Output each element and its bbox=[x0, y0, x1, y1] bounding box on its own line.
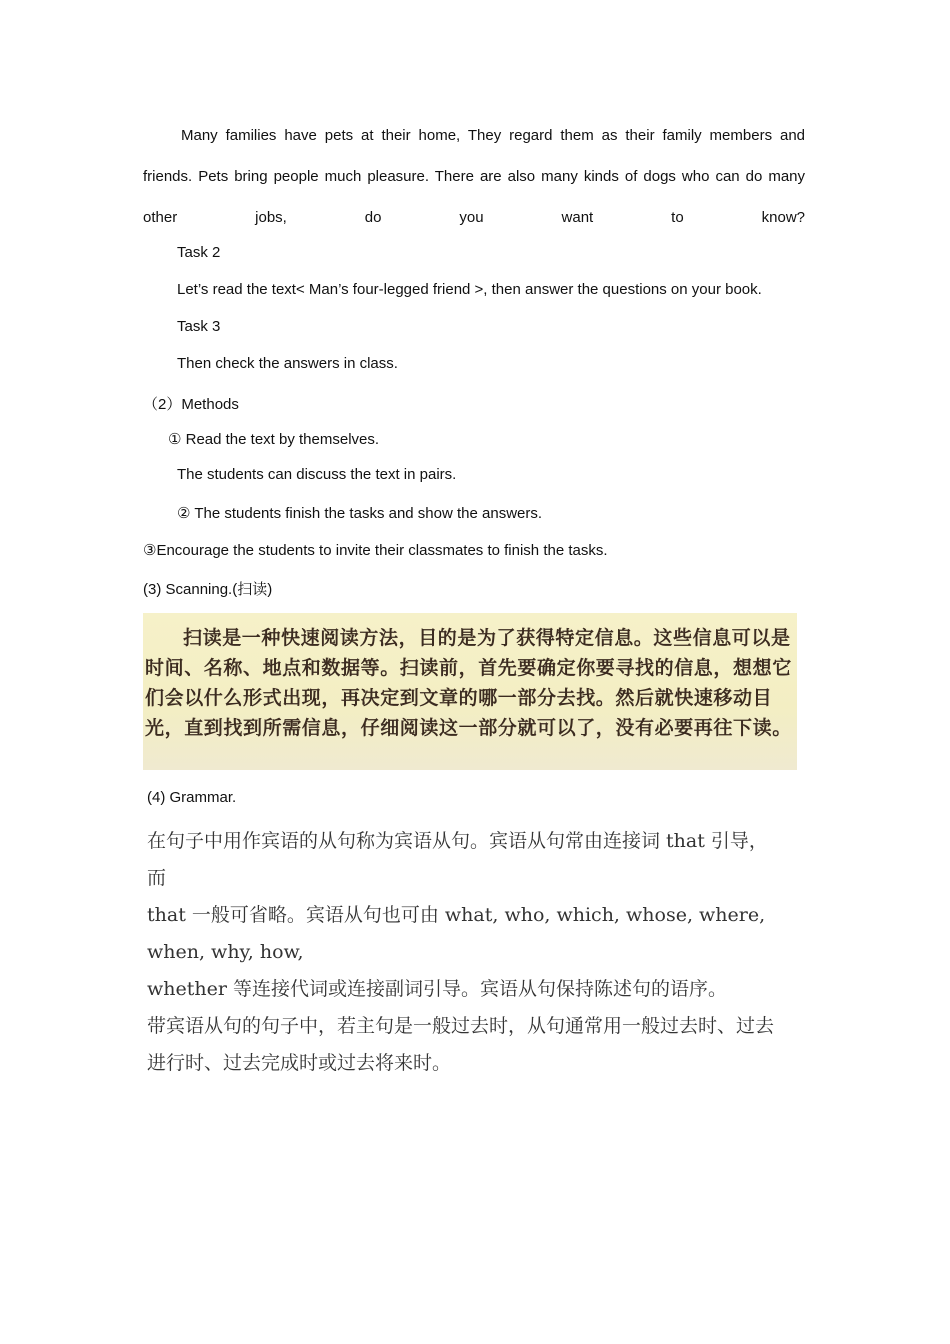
method-item-3: ③Encourage the students to invite their classmates to finish the tasks. bbox=[143, 542, 608, 559]
methods-heading: （2）Methods bbox=[143, 396, 239, 413]
scanning-explanation-box bbox=[143, 613, 797, 770]
scanning-box-text: 扫读是一种快速阅读方法，目的是为了获得特定信息。这些信息可以是时间、名称、地点和数据等。扫读前，首先要确定你要寻找的信息，想想它们会以什么形式出现，再决定到文章的哪一部分去找。然后就快速移动目光，直到找到所需信息，仔细阅读这一部分就可以了，没有必要再往下读。 bbox=[145, 627, 792, 739]
grammar-line: 在句子中用作宾语的从句称为宾语从句。宾语从句常由连接词 that 引导， 而 bbox=[147, 830, 768, 889]
grammar-explanation-box bbox=[143, 823, 783, 1074]
method-item-1: ① Read the text by themselves. bbox=[168, 431, 380, 448]
grammar-line: that 一般可省略。宾语从句也可由 what, who, which, whose, where, when, why, how, bbox=[147, 904, 766, 963]
task2-heading: Task 2 bbox=[177, 244, 221, 261]
grammar-heading: (4) Grammar. bbox=[147, 789, 237, 806]
intro-paragraph bbox=[143, 115, 805, 238]
grammar-line: 带宾语从句的句子中，若主句是一般过去时，从句通常用一般过去时、过去 bbox=[147, 1015, 775, 1037]
scanning-heading: (3) Scanning.(扫读) bbox=[143, 581, 273, 598]
task2-text: Let’s read the text< Man’s four-legged friend >, then answer the questions on your book. bbox=[177, 281, 762, 298]
method-item-2: ② The students finish the tasks and show the answers. bbox=[177, 505, 543, 522]
grammar-line: whether 等连接代词或连接副词引导。宾语从句保持陈述句的语序。 bbox=[147, 978, 727, 1000]
method-item-1b: The students can discuss the text in pairs. bbox=[177, 466, 457, 483]
intro-text: Many families have pets at their home, They regard them as their family members and friends. Pets bring people much pleasure. There are also many kinds of dogs who can do many other jobs, do you want to know? bbox=[143, 127, 805, 226]
grammar-line: 进行时、过去完成时或过去将来时。 bbox=[147, 1052, 452, 1074]
task3-heading: Task 3 bbox=[177, 318, 221, 335]
task3-text: Then check the answers in class. bbox=[177, 355, 398, 372]
